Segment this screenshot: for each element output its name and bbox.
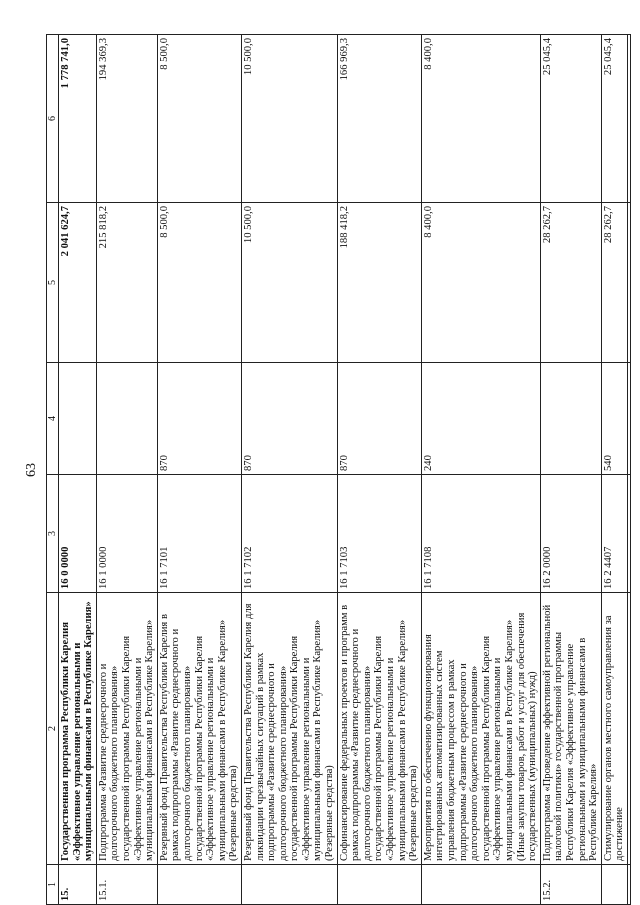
row-amount-2: 25 045,4 xyxy=(540,35,601,203)
row-expense-type: 240 xyxy=(421,363,540,475)
row-code: 16 1 7101 xyxy=(157,475,241,593)
row-expense-type: 870 xyxy=(157,363,241,475)
table-row xyxy=(157,35,241,905)
row-description: Стимулирование органов местного самоуправления за достижение xyxy=(601,593,627,865)
row-expense-type: 540 xyxy=(601,363,627,475)
table-row xyxy=(337,35,421,905)
table-row xyxy=(601,35,627,905)
row-number xyxy=(241,865,337,905)
row-amount-2: 1 778 741,0 xyxy=(59,35,97,203)
row-code: 16 1 7102 xyxy=(241,475,337,593)
row-number: 15.2. xyxy=(540,865,601,905)
row-number xyxy=(337,865,421,905)
row-description: Подпрограмма «Развитие среднесрочного и долгосрочного бюджетного планирования» государственной программы Республики Карелия «Эффективное управление региональными и муниципальными финансами в Республике Карелия» xyxy=(96,593,157,865)
row-amount-1 xyxy=(627,203,630,363)
row-amount-2: 8 500,0 xyxy=(157,35,241,203)
column-header: 2 xyxy=(47,593,59,865)
table-row xyxy=(59,35,97,905)
row-amount-1: 10 500,0 xyxy=(241,203,337,363)
row-code xyxy=(627,475,630,593)
table-row xyxy=(96,35,157,905)
row-expense-type: 870 xyxy=(241,363,337,475)
row-amount-1: 28 262,7 xyxy=(601,203,627,363)
row-amount-1: 8 400,0 xyxy=(421,203,540,363)
row-number: 15. xyxy=(59,865,97,905)
column-header: 3 xyxy=(47,475,59,593)
column-number-row xyxy=(47,35,59,905)
row-amount-2: 194 369,3 xyxy=(96,35,157,203)
row-number xyxy=(157,865,241,905)
page-number: 63 xyxy=(24,463,39,477)
row-amount-2: 10 500,0 xyxy=(241,35,337,203)
row-expense-type xyxy=(540,363,601,475)
row-description: Софинансирование федеральных проектов и программ в рамках подпрограммы «Развитие среднесрочного и долгосрочного бюджетного планирования» государственной программы Республики Карелия «Эффективное управление региональными и муниципальными финансами в Республике Карелия» (Резервные средства) xyxy=(337,593,421,865)
row-code: 16 0 0000 xyxy=(59,475,97,593)
row-description xyxy=(627,593,630,865)
table-row xyxy=(540,35,601,905)
row-code: 16 1 7108 xyxy=(421,475,540,593)
row-description: Резервный фонд Правительства Республики Карелия в рамках подпрограммы «Развитие среднесрочного и долгосрочного бюджетного планирования» государственной программы Республики Карелия «Эффективное управление региональными и муниципальными финансами в Республике Карелия» (Резервные средства) xyxy=(157,593,241,865)
row-amount-2: 25 045,4 xyxy=(601,35,627,203)
row-number xyxy=(601,865,627,905)
row-description: Резервный фонд Правительства Республики Карелия для ликвидации чрезвычайных ситуаций в рамках подпрограммы «Развитие среднесрочного и долгосрочного бюджетного планирования» государственной программы Республики Карелия «Эффективное управление региональными и муниципальными финансами в Республике Карелия» (Резервные средства) xyxy=(241,593,337,865)
row-expense-type xyxy=(627,363,630,475)
budget-table xyxy=(46,34,631,905)
row-code: 16 2 4407 xyxy=(601,475,627,593)
row-number xyxy=(627,865,630,905)
row-number: 15.1. xyxy=(96,865,157,905)
row-amount-1: 188 418,2 xyxy=(337,203,421,363)
row-number xyxy=(421,865,540,905)
rotated-page xyxy=(18,35,626,905)
row-amount-1: 2 041 624,7 xyxy=(59,203,97,363)
row-code: 16 2 0000 xyxy=(540,475,601,593)
row-description: Мероприятия по обеспечению функционирования интегрированных автоматизированных систем управления бюджетным процессом в рамках подпрограммы «Развитие среднесрочного и долгосрочного бюджетного планирования» государственной программы Республики Карелия «Эффективное управление региональными и муниципальными финансами в Республике Карелия» (Иные закупки товаров, работ и услуг для обеспечения государственных (муниципальных) нужд) xyxy=(421,593,540,865)
row-amount-1: 8 500,0 xyxy=(157,203,241,363)
row-amount-1: 215 818,2 xyxy=(96,203,157,363)
table-row xyxy=(241,35,337,905)
row-amount-2: 8 400,0 xyxy=(421,35,540,203)
table-row xyxy=(627,35,630,905)
column-header: 4 xyxy=(47,363,59,475)
row-amount-2: 166 969,3 xyxy=(337,35,421,203)
row-expense-type xyxy=(59,363,97,475)
row-amount-2 xyxy=(627,35,630,203)
row-code: 16 1 0000 xyxy=(96,475,157,593)
row-description: Государственная программа Республики Карелия «Эффективное управление региональными и муниципальными финансами в Республике Карелия» xyxy=(59,593,97,865)
row-amount-1: 28 262,7 xyxy=(540,203,601,363)
column-header: 6 xyxy=(47,35,59,203)
row-expense-type xyxy=(96,363,157,475)
row-description: Подпрограмма «Проведение эффективной региональной налоговой политики» государственной программы Республики Карелия «Эффективное управление региональными и муниципальными финансами в Республике Карелия» xyxy=(540,593,601,865)
row-code: 16 1 7103 xyxy=(337,475,421,593)
table-row xyxy=(421,35,540,905)
row-expense-type: 870 xyxy=(337,363,421,475)
column-header: 5 xyxy=(47,203,59,363)
column-header: 1 xyxy=(47,865,59,905)
